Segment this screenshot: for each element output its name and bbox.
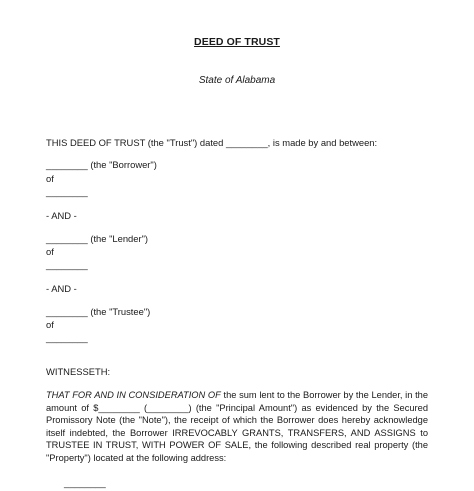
intro-line: THIS DEED OF TRUST (the "Trust") dated ________, is made by and between: [46,137,378,148]
and-separator-1: - AND - [46,210,77,221]
borrower-of: of [46,173,54,184]
document-title: DEED OF TRUST [194,36,280,48]
consideration-italic: THAT FOR AND IN CONSIDERATION OF [46,390,221,400]
lender-address-blank: ________ [46,259,88,270]
consideration-paragraph [46,389,428,464]
property-address-blank: ________ [64,477,106,488]
consideration-text: the sum lent to the Borrower by the Lender, in the amount of $________ (________) (the "Principal Amount") as evidenced by the Secured Promissory Note (the "Note"), the receipt of which the Borrower does hereby acknowledge itself indebted, the Borrower IRREVOCABLY GRANTS, TRANSFERS, AND ASSIGNS to TRUSTEE IN TRUST, WITH POWER OF SALE, the following described real property (the "Property") located at the following address: [46,390,429,463]
trustee-of: of [46,319,54,330]
trustee-line: ________ (the "Trustee") [46,306,151,317]
borrower-address-blank: ________ [46,186,88,197]
lender-of: of [46,246,54,257]
trustee-address-blank: ________ [46,332,88,343]
witnesseth-heading: WITNESSETH: [46,366,111,377]
lender-line: ________ (the "Lender") [46,233,149,244]
state-subtitle: State of Alabama [198,75,276,86]
and-separator-2: - AND - [46,283,77,294]
borrower-line: ________ (the "Borrower") [46,159,157,170]
